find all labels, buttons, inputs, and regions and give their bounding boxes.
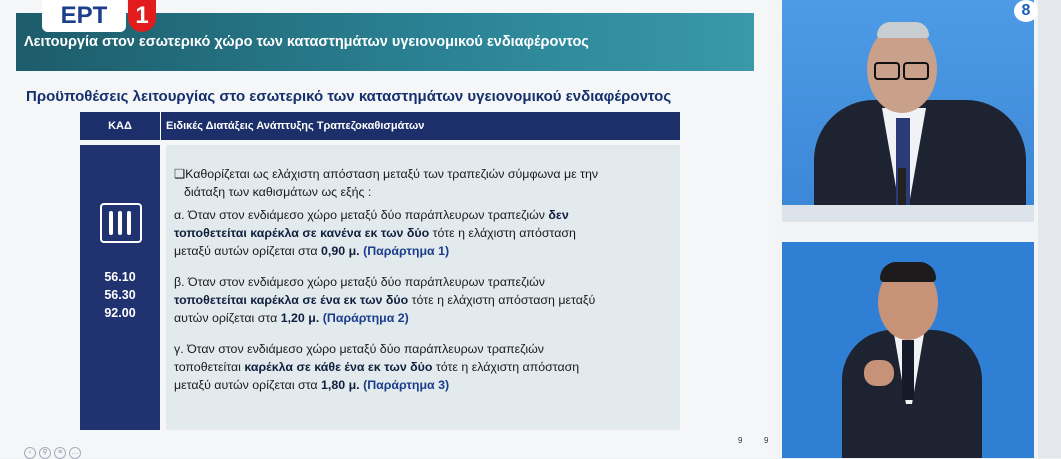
header-kad: ΚΑΔ (80, 112, 161, 140)
clause-text: τοποθετείται (174, 360, 245, 374)
microphone-icon (898, 168, 906, 208)
distance-value: 1,20 μ. (280, 311, 320, 325)
clause-text: β. Όταν στον ενδιάμεσο χώρο μεταξύ δύο παράπλευρων τραπεζιών (174, 275, 545, 289)
interpreter-hand (864, 360, 894, 386)
interpreter-hair (880, 262, 936, 282)
prev-icon[interactable]: ‹ (24, 447, 36, 459)
menu-icon[interactable]: ≡ (54, 447, 66, 459)
side-strip (1038, 0, 1061, 458)
annex-link: (Παράρτημα 1) (363, 244, 450, 258)
kad-column (80, 145, 160, 430)
clause-text: μεταξύ αυτών ορίζεται στα (174, 244, 322, 258)
clause-a (174, 206, 576, 260)
clause-c (174, 340, 579, 394)
intro-line: διάταξη των καθισμάτων ως εξής : (184, 185, 372, 199)
more-icon[interactable]: … (69, 447, 81, 459)
clause-bold: καρέκλα σε κάθε ένα εκ των δύο (244, 360, 433, 374)
clause-text: τότε η ελάχιστη απόσταση (432, 360, 580, 374)
cutlery-icon (100, 203, 142, 243)
clause-text: τότε η ελάχιστη απόσταση μεταξύ (408, 293, 596, 307)
content-box (166, 145, 680, 430)
ert1-logo (42, 0, 154, 32)
clause-text: τότε η ελάχιστη απόσταση (429, 226, 576, 240)
clause-text: α. Όταν στον ενδιάμεσο χώρο μεταξύ δύο παράπλευρων τραπεζιών (174, 208, 549, 222)
logo-text: ΕΡΤ (42, 0, 126, 32)
clause-bold: δεν (548, 208, 569, 222)
intro-line: ❑Καθορίζεται ως ελάχιστη απόσταση μεταξύ των τραπεζιών σύμφωνα με την (174, 167, 599, 181)
slide-title: Λειτουργία στον εσωτερικό χώρο των καταστημάτων υγειονομικού ενδιαφέροντος (24, 34, 589, 50)
speaker-video (782, 0, 1034, 222)
desk (782, 205, 1034, 222)
glasses-left (874, 62, 900, 80)
slide-subtitle: Προϋποθέσεις λειτουργίας στο εσωτερικό των καταστημάτων υγειονομικού ενδιαφέροντος (26, 88, 672, 105)
annex-link: (Παράρτημα 3) (363, 378, 450, 392)
clause-b (174, 273, 595, 327)
page-number: 9 (738, 436, 743, 445)
sign-interpreter-video (782, 242, 1034, 458)
header-description: Ειδικές Διατάξεις Ανάπτυξης Τραπεζοκαθισμάτων (166, 120, 425, 132)
table-header (80, 112, 680, 140)
kad-code: 56.30 (104, 288, 136, 302)
kad-codes (80, 268, 160, 322)
kad-code: 56.10 (104, 270, 136, 284)
slide-controls[interactable] (24, 441, 84, 459)
page-number: 9 (764, 436, 769, 445)
clause-bold: τοποθετείται καρέκλα σε κανένα εκ των δύο (174, 226, 430, 240)
clause-text: αυτών ορίζεται στα (174, 311, 281, 325)
intro-paragraph (174, 165, 598, 201)
clause-text: μεταξύ αυτών ορίζεται στα (174, 378, 322, 392)
interpreter-tie (902, 340, 914, 400)
annex-link: (Παράρτημα 2) (322, 311, 409, 325)
speaker-hair (877, 22, 929, 38)
clause-text: γ. Όταν στον ενδιάμεσο χώρο μεταξύ δύο παράπλευρων τραπεζιών (174, 342, 545, 356)
logo-number: 1 (128, 0, 156, 32)
distance-value: 1,80 μ. (321, 378, 360, 392)
sign-language-badge: 8 (1014, 0, 1038, 22)
glasses-right (903, 62, 929, 80)
clause-bold: τοποθετείται καρέκλα σε ένα εκ των δύο (174, 293, 409, 307)
zoom-icon[interactable]: ⚲ (39, 447, 51, 459)
distance-value: 0,90 μ. (321, 244, 360, 258)
kad-code: 92.00 (104, 306, 136, 320)
